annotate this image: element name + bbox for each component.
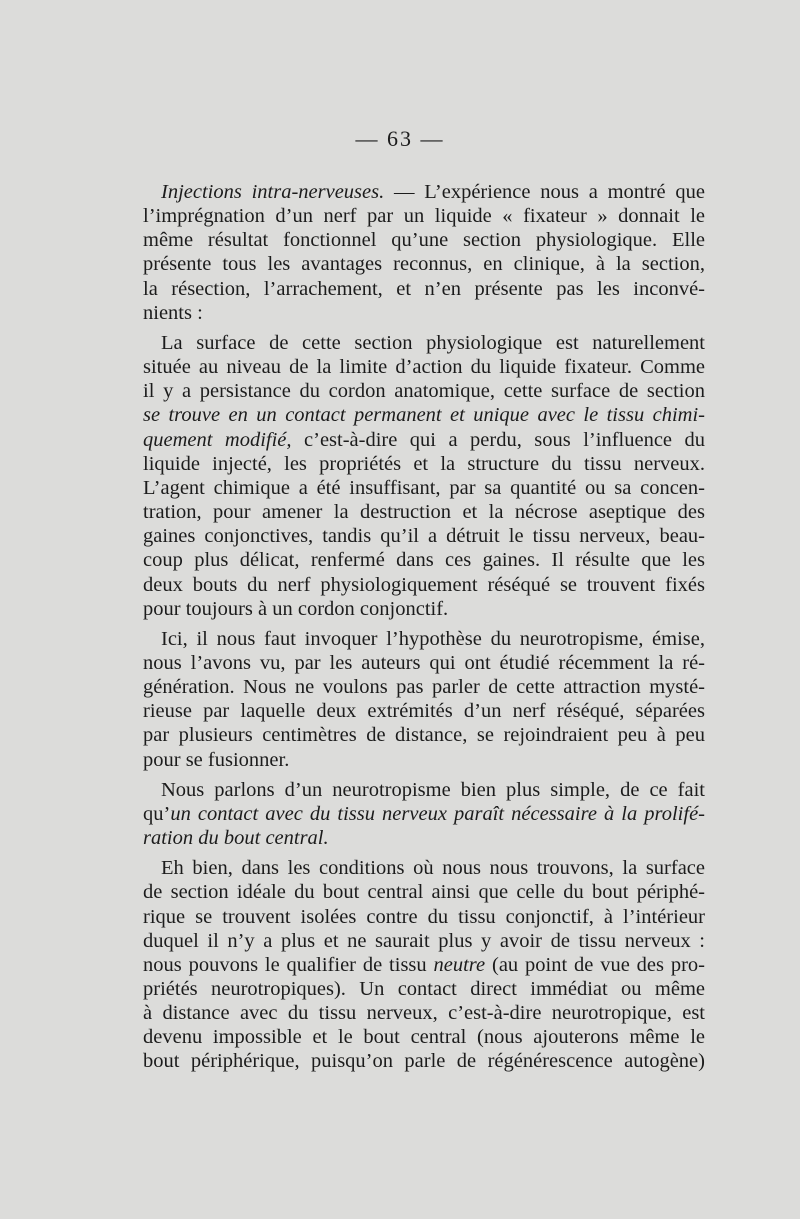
text-line (143, 1001, 705, 1025)
text-line (143, 723, 705, 747)
text-run: Ici, il nous faut invoquer l’hypothèse du neurotropisme, émise, (161, 627, 705, 650)
text-run: de section idéale du bout central ainsi que celle du bout périphé- (143, 881, 705, 904)
text-line (143, 929, 705, 953)
text-run: la résection, l’arrachement, et n’en présente pas les inconvé- (143, 277, 705, 300)
text-run: priétés neurotropiques). Un contact direct immédiat ou même (143, 978, 705, 1000)
italic-run: Injections intra-nerveuses. (161, 181, 385, 203)
text-line (143, 802, 705, 826)
italic-run: neutre (433, 953, 486, 976)
text-line (143, 905, 705, 929)
italic-run: quement modifié, (143, 428, 292, 451)
text-run: L’agent chimique a été insuffisant, par sa quantité ou sa concen- (143, 476, 705, 499)
text-line (143, 1025, 705, 1049)
text-run: même résultat fonctionnel qu’une section physiologique. Elle (143, 229, 705, 252)
text-run: duquel il n’y a plus et ne saurait plus y avoir de tissu nerveux : (143, 929, 705, 952)
text-line (143, 826, 705, 850)
text-line (143, 699, 705, 723)
text-line (143, 277, 705, 301)
text-line (143, 524, 705, 548)
text-run: nous l’avons vu, par les auteurs qui ont étudié récemment la ré- (143, 651, 705, 674)
text-run: rique se trouvent isolées contre du tissu conjonctif, à l’intérieur (143, 905, 705, 928)
text-run: c’est-à-dire qui a perdu, sous l’influence du (291, 428, 705, 451)
text-line (143, 403, 705, 427)
text-line (143, 1049, 705, 1073)
text-run: — L’expérience nous a montré que (384, 181, 705, 203)
text-line (143, 977, 705, 1001)
text-line (143, 476, 705, 500)
text-run: pour toujours à un cordon conjonctif. (143, 597, 449, 620)
text-run: rieuse par laquelle deux extrémités d’un nerf réséqué, séparées (143, 700, 705, 723)
text-line (143, 301, 705, 325)
text-line (143, 778, 705, 802)
text-run: La surface de cette section physiologique est naturellement (161, 331, 705, 354)
text-line (143, 252, 705, 276)
text-run: liquide injecté, les propriétés et la structure du tissu nerveux. (143, 452, 705, 475)
text-run: il y a persistance du cordon anatomique, cette surface de section (143, 380, 705, 403)
text-run: pour se fusionner. (143, 748, 290, 771)
text-line (143, 228, 705, 252)
text-line (143, 953, 705, 977)
text-run: bout périphérique, puisqu’on parle de régénérescence autogène) (143, 1050, 705, 1073)
text-run: (au point de vue des pro- (485, 953, 706, 976)
text-line (143, 428, 705, 452)
text-run: tration, pour amener la destruction et la nécrose aseptique des (143, 501, 705, 524)
text-line (143, 627, 705, 651)
text-line (143, 675, 705, 699)
text-run: nients : (143, 301, 203, 324)
text-run: à distance avec du tissu nerveux, c’est-à-dire neurotropique, est (143, 1002, 705, 1025)
text-run: devenu impossible et le bout central (nous ajouterons même le (143, 1026, 705, 1049)
text-line (143, 651, 705, 675)
text-run: qu’ (143, 802, 171, 825)
text-run: gaines conjonctives, tandis qu’il a détruit le tissu nerveux, beau- (143, 525, 705, 548)
text-line (143, 573, 705, 597)
italic-run: ration du bout central. (143, 827, 329, 850)
text-run: l’imprégnation d’un nerf par un liquide « fixateur » donnait le (143, 205, 705, 228)
text-line (143, 856, 705, 880)
body-text (143, 180, 705, 1074)
text-line (143, 548, 705, 572)
text-line (143, 180, 705, 204)
text-line (143, 452, 705, 476)
text-line (143, 204, 705, 228)
text-run: génération. Nous ne voulons pas parler de cette attraction mysté- (143, 676, 705, 699)
text-line (143, 880, 705, 904)
text-run: Nous parlons d’un neurotropisme bien plus simple, de ce fait (161, 778, 705, 801)
text-line (143, 597, 705, 621)
text-run: Eh bien, dans les conditions où nous nous trouvons, la surface (161, 857, 705, 880)
text-run: située au niveau de la limite d’action du liquide fixateur. Comme (143, 356, 705, 379)
text-run: présente tous les avantages reconnus, en clinique, à la section, (143, 253, 705, 276)
text-line (143, 500, 705, 524)
text-line (143, 379, 705, 403)
text-run: deux bouts du nerf physiologiquement réséqué se trouvent fixés (143, 573, 705, 596)
text-line (143, 331, 705, 355)
italic-run: un contact avec du tissu nerveux paraît nécessaire à la prolifé- (170, 802, 705, 825)
text-run: coup plus délicat, renfermé dans ces gaines. Il résulte que les (143, 549, 705, 572)
text-line (143, 748, 705, 772)
text-run: nous pouvons le qualifier de tissu (143, 953, 434, 976)
page-number: — 63 — (355, 126, 445, 151)
italic-run: se trouve en un contact permanent et unique avec le tissu chimi- (143, 404, 705, 427)
text-line (143, 355, 705, 379)
text-run: par plusieurs centimètres de distance, se rejoindraient peu à peu (143, 724, 705, 747)
